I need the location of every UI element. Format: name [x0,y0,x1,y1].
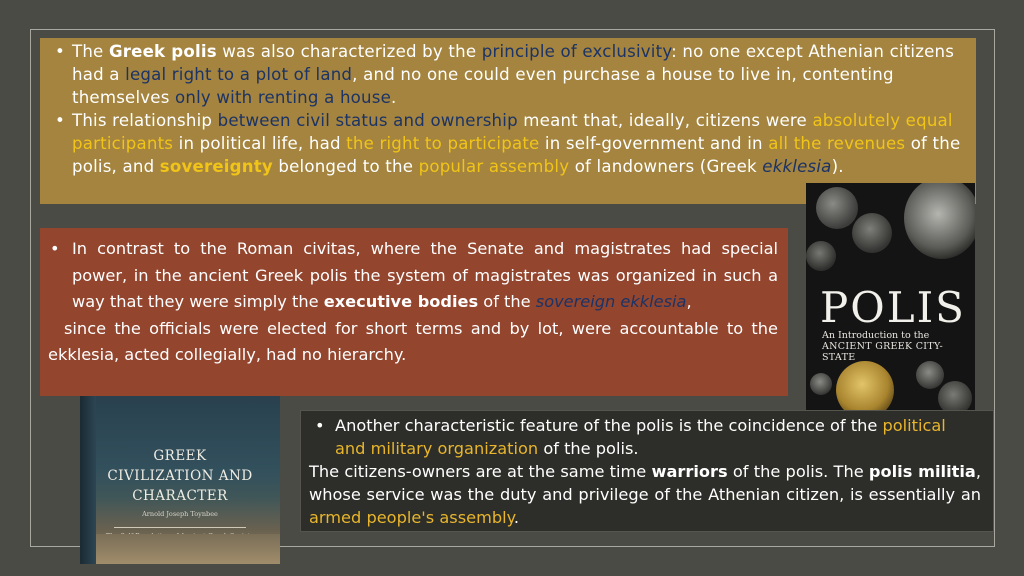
polis-book-cover [806,183,975,410]
coin-image [806,241,836,271]
text-box-military [300,410,994,532]
text-box-roman-contrast [40,228,788,396]
text: belonged to the [272,157,419,176]
coin-image [904,183,975,259]
highlight-armed-assembly: armed people's assembly [309,508,514,527]
text: was also characterized by the [216,42,482,61]
greek-cover-author: Arnold Joseph Toynbee [142,510,218,518]
greek-cover-title: GREEK [153,448,207,464]
text: The [72,42,109,61]
bullet-military [309,414,981,460]
text: of the polis. The [727,462,869,481]
polis-cover-title: POLIS [820,283,966,332]
highlight-all-revenues: all the revenues [768,134,906,153]
italic-sovereign-ekklesia: sovereign ekklesia [535,292,687,311]
greek-cover-title: CIVILIZATION AND [107,468,253,484]
bullet-exclusivity [52,40,968,109]
coin-image [816,187,858,229]
text: since the officials were elected for short terms and by lot, were accountable to the ekklesia, acted collegially, had no hierarchy. [48,318,778,364]
paragraph-warriors [309,460,981,529]
coin-image [852,213,892,253]
text: of the [478,292,536,311]
polis-cover-subtitle: An Introduction to the [822,330,930,341]
text: The citizens-owners are at the same time [309,462,652,481]
bold-warriors: warriors [651,462,728,481]
coin-image [938,381,972,410]
greek-cover-title: CHARACTER [132,488,228,504]
highlight-civil-status: between civil status and ownership [217,111,518,130]
text: in self-government and in [539,134,769,153]
divider [114,527,246,528]
highlight-right-to-participate: the right to participate [346,134,540,153]
bold-polis-militia: polis militia [868,462,976,481]
text: of the polis, and [72,134,961,176]
coin-image [810,373,832,395]
text: ). [831,157,844,176]
text: . [513,508,520,527]
coin-image [836,361,894,410]
text: of landowners (Greek [569,157,763,176]
ruins-image [96,534,280,564]
highlight-principle-of-exclusivity: principle of exclusivity [481,42,672,61]
highlight-equal-participants: absolutely equal participants [72,111,953,153]
text: , whose service was the duty and privilege of the Athenian citizen, is essentially an [309,462,981,504]
text: This relationship [72,111,218,130]
highlight-sovereignty: sovereignty [159,157,273,176]
highlight-renting: only with renting a house [175,88,391,107]
text: Another characteristic feature of the polis is the coincidence of the [335,416,883,435]
highlight-popular-assembly: popular assembly [418,157,570,176]
polis-cover-subtitle: ANCIENT GREEK CITY-STATE [822,341,944,363]
coin-image [916,361,944,389]
greek-civilization-book-cover [80,396,280,564]
text: of the polis. [538,439,639,458]
text: . [390,88,397,107]
bold-greek-polis: Greek polis [108,42,217,61]
text: in political life, had [173,134,347,153]
text: meant that, ideally, citizens were [517,111,813,130]
paragraph-officials [48,316,778,369]
bullet-civil-status [52,109,968,178]
italic-ekklesia: ekklesia [762,157,832,176]
highlight-legal-right: legal right to a plot of land [125,65,353,84]
bullet-roman-contrast [48,236,778,316]
text: In contrast to the Roman civitas, where the Senate and magistrates had special power, in the ancient Greek polis the system of magistrates was organized in such a way that they were simply the [72,239,778,311]
text: , [686,292,692,311]
bold-executive-bodies: executive bodies [323,292,479,311]
text: , and no one could even purchase a house to live in, contenting themselves [72,65,894,107]
text: : no one except Athenian citizens had a [72,42,955,84]
text-box-exclusivity [40,38,976,204]
highlight-political-military: political and military organization [335,416,946,458]
